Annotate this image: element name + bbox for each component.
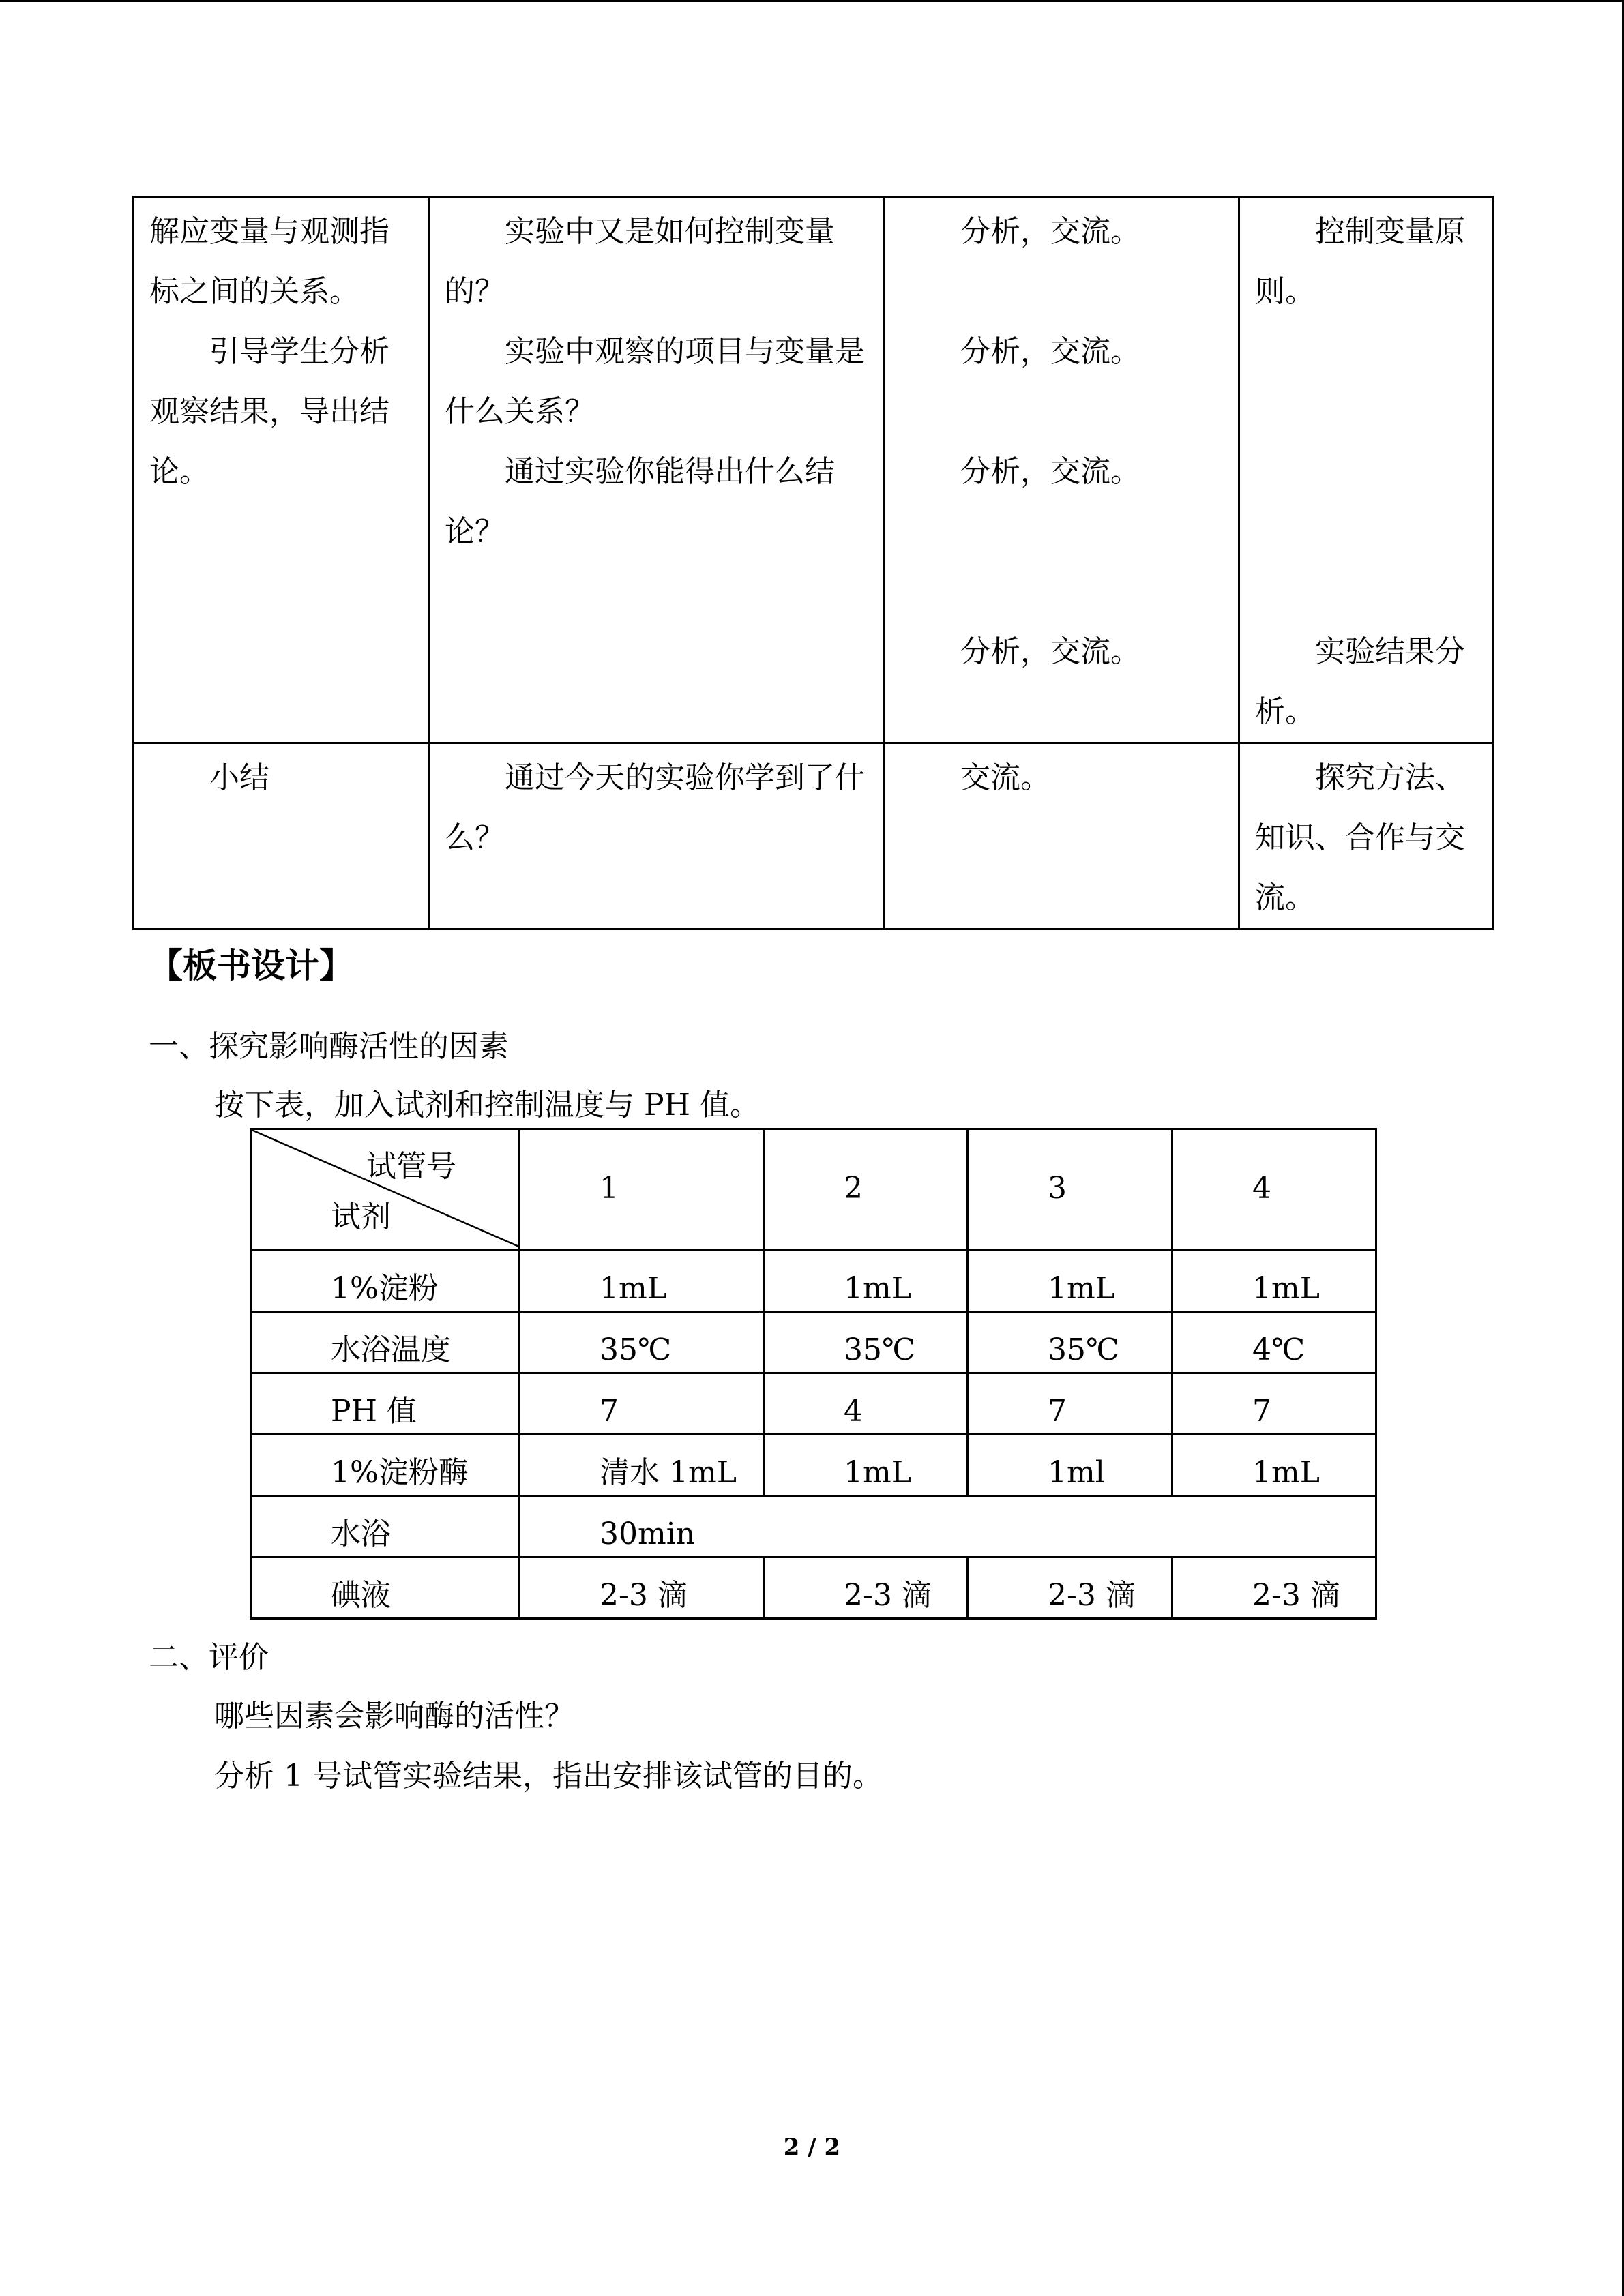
tube-number: 4 xyxy=(1172,1129,1376,1251)
row-label: 碘液 xyxy=(251,1557,520,1619)
cell-text: 实验中又是如何控制变量的？ xyxy=(445,214,835,309)
purpose-cell xyxy=(1239,197,1493,743)
lesson-table xyxy=(132,196,1494,930)
question-cell xyxy=(429,743,885,929)
cell-value: 7 xyxy=(968,1373,1172,1435)
lesson-row-summary xyxy=(134,743,1493,929)
cell-text: 交流。 xyxy=(960,760,1050,795)
row-label: PH 值 xyxy=(251,1373,520,1435)
cell-value: 1mL xyxy=(968,1251,1172,1312)
cell-value: 1mL xyxy=(1172,1251,1376,1312)
reagent-table xyxy=(250,1128,1377,1620)
row-label: 1%淀粉酶 xyxy=(251,1435,520,1496)
table-row xyxy=(251,1496,1376,1557)
table-row xyxy=(251,1312,1376,1373)
question-1: 哪些因素会影响酶的活性？ xyxy=(214,1699,574,1733)
tube-header-row xyxy=(251,1129,1376,1251)
section-1-heading: 一、探究影响酶活性的因素 xyxy=(149,1029,509,1064)
board-design-title: 【板书设计】 xyxy=(149,945,353,985)
cell-value: 1mL xyxy=(764,1435,968,1496)
cell-text: 分析，交流。 xyxy=(960,214,1140,249)
cell-value: 清水 1mL xyxy=(520,1435,764,1496)
corner-label-tube: 试管号 xyxy=(366,1149,456,1184)
cell-text: 实验结果分析。 xyxy=(1255,634,1465,729)
cell-text: 引导学生分析观察结果，导出结论。 xyxy=(149,334,389,489)
student-activity-cell xyxy=(885,197,1239,743)
student-activity-cell xyxy=(885,743,1239,929)
cell-value: 1ml xyxy=(968,1435,1172,1496)
cell-value: 1mL xyxy=(1172,1435,1376,1496)
row-label: 1%淀粉 xyxy=(251,1251,520,1312)
cell-value: 1mL xyxy=(520,1251,764,1312)
page-number: 2 / 2 xyxy=(783,2134,841,2161)
cell-value: 30min xyxy=(520,1496,1376,1557)
cell-text: 分析，交流。 xyxy=(960,454,1140,489)
cell-value: 2-3 滴 xyxy=(520,1557,764,1619)
cell-text: 探究方法、知识、合作与交流。 xyxy=(1255,760,1465,915)
cell-text: 小结 xyxy=(209,760,269,795)
table-row xyxy=(251,1435,1376,1496)
section-2-heading: 二、评价 xyxy=(149,1640,269,1675)
cell-value: 2-3 滴 xyxy=(968,1557,1172,1619)
tube-number: 3 xyxy=(968,1129,1172,1251)
tube-number: 1 xyxy=(520,1129,764,1251)
cell-value: 4℃ xyxy=(1172,1312,1376,1373)
top-border xyxy=(0,0,1624,2)
table-row xyxy=(251,1373,1376,1435)
row-label: 水浴 xyxy=(251,1496,520,1557)
cell-value: 4 xyxy=(764,1373,968,1435)
cell-text: 分析，交流。 xyxy=(960,634,1140,669)
cell-value: 35℃ xyxy=(968,1312,1172,1373)
cell-value: 7 xyxy=(1172,1373,1376,1435)
row-label: 水浴温度 xyxy=(251,1312,520,1373)
cell-text: 通过今天的实验你学到了什么？ xyxy=(445,760,865,855)
table-row xyxy=(251,1251,1376,1312)
question-cell xyxy=(429,197,885,743)
tube-number: 2 xyxy=(764,1129,968,1251)
cell-value: 1mL xyxy=(764,1251,968,1312)
cell-text: 控制变量原则。 xyxy=(1255,214,1465,309)
cell-text: 通过实验你能得出什么结论？ xyxy=(445,454,835,549)
cell-text: 分析，交流。 xyxy=(960,334,1140,369)
table-row xyxy=(251,1557,1376,1619)
cell-text: 解应变量与观测指标之间的关系。 xyxy=(149,214,389,309)
cell-value: 35℃ xyxy=(764,1312,968,1373)
cell-value: 2-3 滴 xyxy=(764,1557,968,1619)
cell-text: 实验中观察的项目与变量是什么关系？ xyxy=(445,334,865,429)
question-2: 分析 1 号试管实验结果，指出安排该试管的目的。 xyxy=(214,1759,883,1793)
cell-value: 7 xyxy=(520,1373,764,1435)
lesson-row-analysis xyxy=(134,197,1493,743)
diagonal-header-cell xyxy=(251,1129,520,1251)
table-instruction: 按下表，加入试剂和控制温度与 PH 值。 xyxy=(214,1088,760,1122)
teacher-activity-cell xyxy=(134,743,429,929)
purpose-cell xyxy=(1239,743,1493,929)
corner-label-reagent: 试剂 xyxy=(331,1199,391,1234)
teacher-activity-cell xyxy=(134,197,429,743)
cell-value: 35℃ xyxy=(520,1312,764,1373)
cell-value: 2-3 滴 xyxy=(1172,1557,1376,1619)
